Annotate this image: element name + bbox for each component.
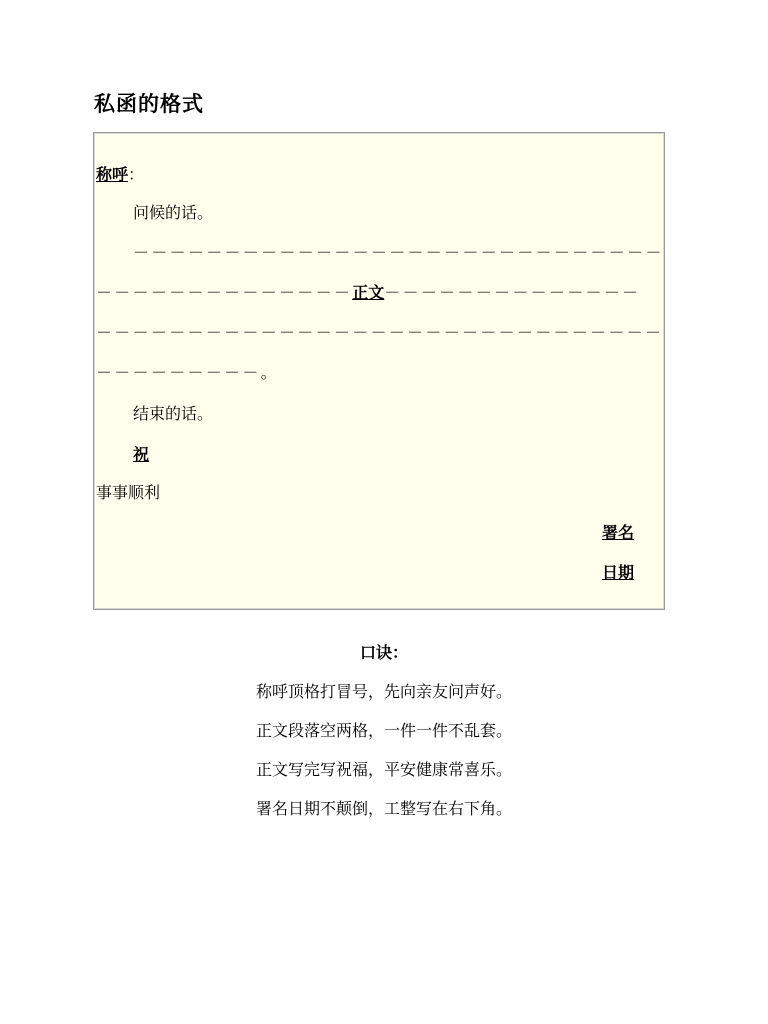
- page-title: 私函的格式: [94, 92, 204, 116]
- body-dashes-1: －－－－－－－－－－－－－－－－－－－－－－－－－－－－－: [133, 243, 664, 262]
- wish-text: 事事顺利: [96, 483, 161, 502]
- body-dashes-2b: －－－－－－－－－－－－－－: [384, 283, 641, 302]
- date-label: 日期: [601, 563, 634, 582]
- letter-format-box: [93, 132, 665, 610]
- mnemonic-line: 正文写完写祝福，平安健康常喜乐。: [255, 760, 512, 779]
- wish-label: 祝: [133, 445, 150, 464]
- salutation-label: 称呼: [96, 165, 129, 184]
- body-dashes-2a: －－－－－－－－－－－－－－: [96, 283, 353, 302]
- mnemonic-heading: 口诀：: [359, 643, 408, 662]
- mnemonic-line: 称呼顶格打冒号，先向亲友问声好。: [255, 682, 512, 701]
- body-end-period: 。: [260, 363, 277, 382]
- mnemonic-line: 正文段落空两格，一件一件不乱套。: [255, 721, 512, 740]
- salutation-colon: ：: [128, 165, 145, 184]
- salutation-line: [96, 165, 144, 185]
- greeting-line: 问候的话。: [133, 203, 214, 222]
- mnemonic-line: 署名日期不颠倒，工整写在右下角。: [255, 799, 512, 818]
- closing-line: 结束的话。: [133, 404, 214, 423]
- body-line-2: [96, 283, 640, 303]
- body-label: 正文: [352, 283, 385, 302]
- body-dashes-4: －－－－－－－－－: [96, 363, 261, 382]
- signature-label: 署名: [601, 523, 634, 542]
- body-dashes-3: －－－－－－－－－－－－－－－－－－－－－－－－－－－－－－－: [96, 323, 664, 342]
- body-line-4: [96, 363, 277, 383]
